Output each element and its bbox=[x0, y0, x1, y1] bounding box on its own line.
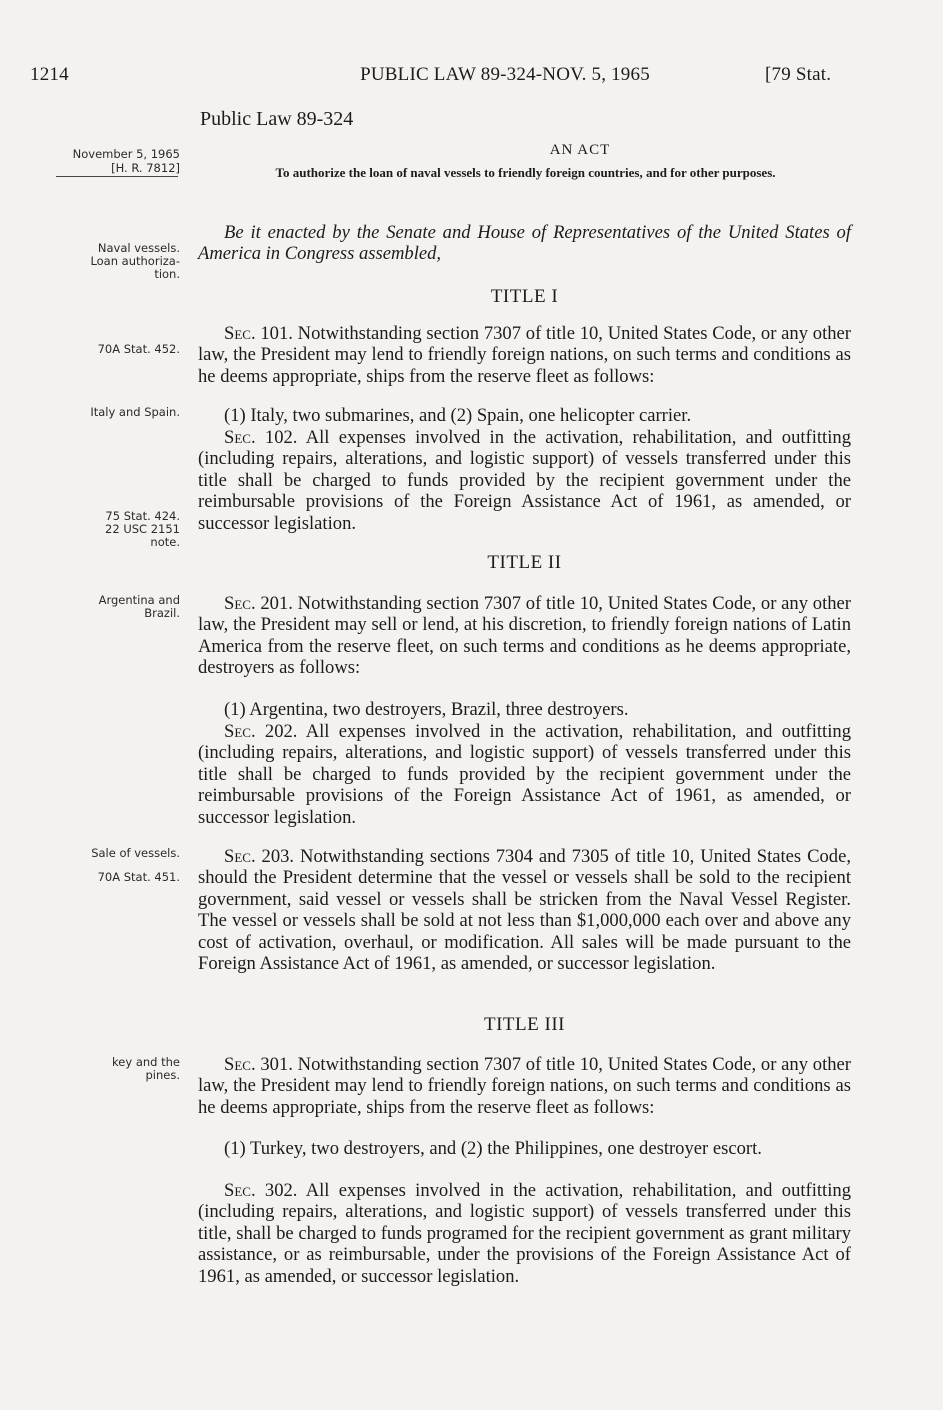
section-text: 301. Notwithstanding section 7307 of title 10, United States Code, or any other law, the President may lend to friendly foreign nations, on such terms and conditions as he deems appropriate, ships from the reserve fleet as follows: bbox=[198, 1054, 851, 1118]
section-label: Sec. bbox=[224, 721, 256, 742]
margin-divider bbox=[56, 176, 178, 177]
section-201-list: (1) Argentina, two destroyers, Brazil, three destroyers. bbox=[224, 699, 629, 720]
volume-citation: [79 Stat. bbox=[765, 64, 832, 85]
section-text: 203. Notwithstanding sections 7304 and 7305 of title 10, United States Code, should the President determine that the vessel or vessels shall be sold to the recipient government, said vessel or vessels shall be stricken from the Naval Vessel Register. The vessel or vessels shall be sold at not less than $1,000,000 each over and above any cost of activation, overhaul, or modification. All sales will be made pursuant to the Foreign Assistance Act of 1961, as amended, or successor legislation. bbox=[198, 846, 851, 975]
bill-number: [H. R. 7812] bbox=[111, 161, 180, 175]
act-purpose: To authorize the loan of naval vessels to friendly foreign countries, and for other purposes. bbox=[275, 165, 776, 180]
margin-note-argentina-brazil: Argentina and Brazil. bbox=[98, 593, 180, 620]
section-302 bbox=[198, 1180, 851, 1287]
section-text: 102. All expenses involved in the activation, rehabilitation, and outfitting (including repairs, alterations, and logistic support) of vessels transferred under this title shall be charged to funds provided by the recipient government under the reimbursable provisions of the Foreign Assistance Act of 1961, as amended, or successor legislation. bbox=[198, 427, 851, 534]
margin-note-70a-stat-452: 70A Stat. 452. bbox=[97, 342, 180, 356]
public-law-number: Public Law 89-324 bbox=[200, 108, 354, 130]
enacting-clause: Be it enacted by the Senate and House of Representatives of the United States of America in Congress assembled, bbox=[198, 222, 851, 265]
section-102 bbox=[198, 427, 851, 534]
margin-note-naval-vessels: Naval vessels. Loan authoriza- tion. bbox=[90, 241, 180, 281]
act-heading: AN ACT bbox=[549, 142, 611, 158]
section-label: Sec. bbox=[224, 593, 256, 614]
section-101-list: (1) Italy, two submarines, and (2) Spain, one helicopter carrier. bbox=[224, 405, 692, 426]
page-number: 1214 bbox=[30, 64, 69, 85]
running-title: PUBLIC LAW 89-324-NOV. 5, 1965 bbox=[360, 64, 650, 85]
section-text: 101. Notwithstanding section 7307 of title 10, United States Code, or any other law, the President may lend to friendly foreign nations, on such terms and conditions as he deems appropriate, ships from the reserve fleet as follows: bbox=[198, 323, 851, 387]
section-101 bbox=[198, 323, 851, 387]
section-label: Sec. bbox=[224, 427, 256, 448]
title-ii-heading: TITLE II bbox=[487, 552, 562, 573]
title-iii-heading: TITLE III bbox=[484, 1014, 565, 1035]
section-label: Sec. bbox=[224, 1054, 256, 1075]
section-301 bbox=[198, 1054, 851, 1118]
margin-note-sale-of-vessels: Sale of vessels. bbox=[91, 846, 180, 860]
section-202 bbox=[198, 721, 851, 828]
section-label: Sec. bbox=[224, 846, 256, 867]
section-text: 201. Notwithstanding section 7307 of title 10, United States Code, or any other law, the President may sell or lend, at his discretion, to friendly foreign nations of Latin America from the reserve fleet, on such terms and conditions as he deems appropriate, destroyers as follows: bbox=[198, 593, 851, 679]
section-301-list: (1) Turkey, two destroyers, and (2) the Philippines, one destroyer escort. bbox=[224, 1138, 762, 1159]
margin-note-turkey-philippines: key and the pines. bbox=[112, 1055, 180, 1082]
section-text: 202. All expenses involved in the activation, rehabilitation, and outfitting (including repairs, alterations, and logistic support) of vessels transferred under this title shall be charged to funds provided by the recipient government under the reimbursable provisions of the Foreign Assistance Act of 1961, as amended, or successor legislation. bbox=[198, 721, 851, 828]
section-201 bbox=[198, 593, 851, 679]
enactment-date: November 5, 1965 bbox=[72, 147, 180, 161]
title-i-heading: TITLE I bbox=[490, 286, 559, 307]
section-label: Sec. bbox=[224, 323, 256, 344]
section-text: 302. All expenses involved in the activation, rehabilitation, and outfitting (including repairs, alterations, and logistic support) of vessels transferred under this title, shall be charged to funds programed for the recipient government as grant military assistance, or as reimbursable, under the provisions of the Foreign Assistance Act of 1961, as amended, or successor legislation. bbox=[198, 1180, 851, 1287]
margin-note-70a-stat-451: 70A Stat. 451. bbox=[97, 870, 180, 884]
margin-note-75-stat-424: 75 Stat. 424. 22 USC 2151 note. bbox=[105, 509, 180, 549]
section-label: Sec. bbox=[224, 1180, 256, 1201]
margin-note-italy-spain: Italy and Spain. bbox=[90, 405, 180, 419]
section-203 bbox=[198, 846, 851, 974]
